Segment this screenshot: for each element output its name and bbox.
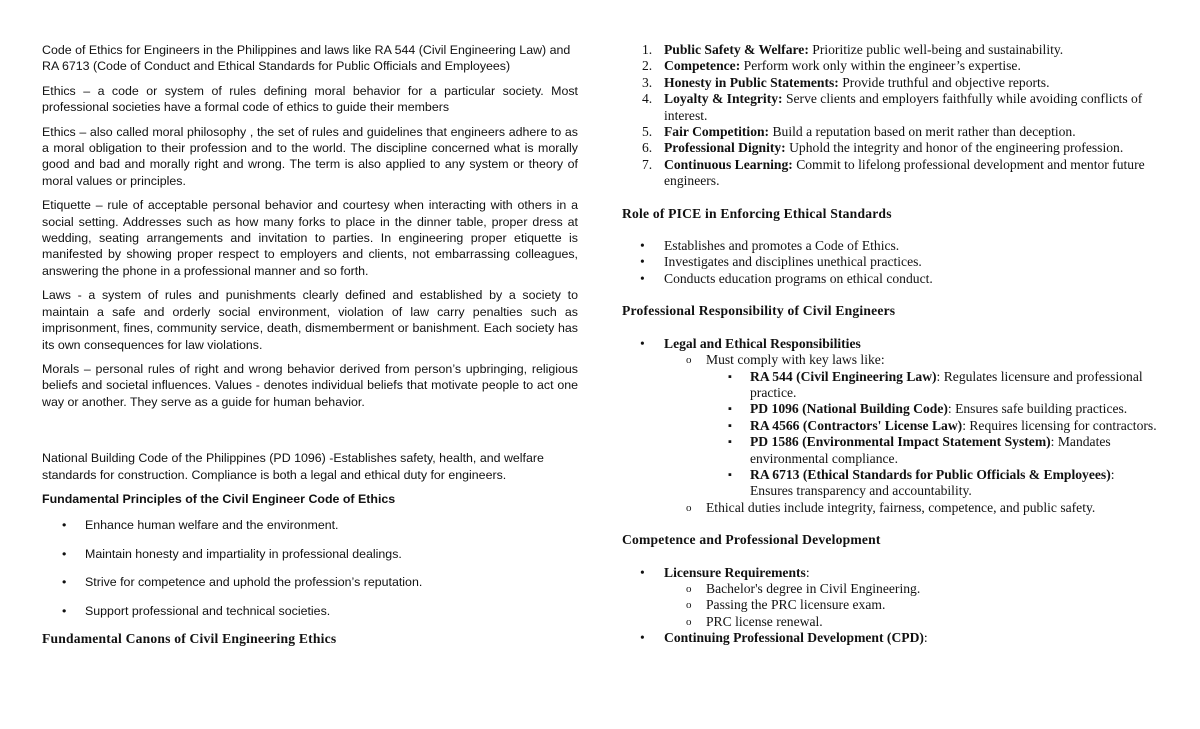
list-item: ▪ RA 544 (Civil Engineering Law): Regulates licensure and professional practice. [706,369,1160,402]
list-item: 6. Professional Dignity: Uphold the integrity and honor of the engineering profession. [642,140,1124,156]
list-item: ▪ RA 6713 (Ethical Standards for Public Officials & Employees): Ensures transparency and accountability. [706,467,1160,500]
left-column [42,42,578,647]
list-item: • Licensure Requirements: o Bachelor's degree in Civil Engineering. o Passing the PRC licensure exam. o PRC license renewal. [620,565,1160,631]
list-item: • Conducts education programs on ethical conduct. [620,271,1160,287]
etiquette-paragraph: Etiquette – rule of acceptable personal behavior and courtesy when interacting with others in a social setting. Addresses such as how many forks to place in the dinner table, proper dress at wedding, seating arrangements and invitation to parties. In engineering proper etiquette is manifested by showing proper respect to employers and clients, not embarrassing colleagues, answering the phone in a professional manner and so forth. [42,198,578,278]
responsibility-heading: Professional Responsibility of Civil Engineers [622,303,896,319]
list-item: o Ethical duties include integrity, fairness, competence, and public safety. [664,500,1160,516]
ethics-definition-paragraph: Ethics – a code or system of rules defining moral behavior for a particular society. Most professional societies have a formal code of ethics to guide their members [42,83,578,115]
canons-heading: Fundamental Canons of Civil Engineering Ethics [42,630,337,646]
morals-paragraph: Morals – personal rules of right and wrong behavior derived from person’s upbringing, religious beliefs and societal influences. Values - denotes individual beliefs that motivate people to act one way or another. They serve as a guide for human behavior. [42,361,578,409]
list-item: • Support professional and technical societies. [42,603,578,619]
list-item: ▪ PD 1096 (National Building Code): Ensures safe building practices. [706,401,1160,417]
list-item: ▪ PD 1586 (Environmental Impact Statement System): Mandates environmental compliance. [706,434,1160,467]
list-item: o Must comply with key laws like: ▪ RA 544 (Civil Engineering Law): Regulates licensure and professional practice. ▪ PD 1096 (National Building Code): Ensures safe building practices. ▪ RA 4566 (Contractors' License Law): Requires licensing for contractors. ▪ PD 1586 (Environmental Impact Statement System): Mandates environmental compliance. ▪ RA 6713 (Ethical Standards for Public Officials & Employees): Ensures transparency and accountability. [664,352,1160,500]
list-item: • Maintain honesty and impartiality in professional dealings. [42,546,578,562]
list-item: 4. Loyalty & Integrity: Serve clients and employers faithfully while avoiding conflicts of interest. [642,91,1143,123]
list-item: o Bachelor's degree in Civil Engineering. [664,581,1160,597]
list-item: • Strive for competence and uphold the profession’s reputation. [42,574,578,590]
list-item: 3. Honesty in Public Statements: Provide truthful and objective reports. [642,74,1050,90]
intro-paragraph: Code of Ethics for Engineers in the Philippines and laws like RA 544 (Civil Engineering Law) and RA 6713 (Code of Conduct and Ethical Standards for Public Officials and Employees) [42,43,571,74]
laws-paragraph: Laws - a system of rules and punishments clearly defined and established by a society to maintain a safe and orderly social environment, violation of law carry penalties such as imprisonment, fines, community service, death, dismemberment or banishment. Each society has its own consequences for law violations. [42,288,578,352]
building-code-paragraph: National Building Code of the Philippines (PD 1096) -Establishes safety, health, and welfare standards for construction. Compliance is both a legal and ethical duty for engineers. [42,451,544,482]
competence-list [620,565,1160,647]
pice-heading: Role of PICE in Enforcing Ethical Standards [622,205,892,221]
canons-list [620,42,1160,190]
list-item: 5. Fair Competition: Build a reputation based on merit rather than deception. [642,124,1076,140]
list-item: 7. Continuous Learning: Commit to lifelong professional development and mentor future engineers. [642,156,1145,189]
list-item: • Enhance human welfare and the environment. [42,517,578,533]
right-column [620,42,1160,647]
responsibility-list [620,336,1160,516]
list-item: ▪ RA 4566 (Contractors' License Law): Requires licensing for contractors. [706,418,1160,434]
principles-list [42,517,578,619]
list-item: • Investigates and disciplines unethical practices. [620,254,1160,270]
competence-heading: Competence and Professional Development [622,532,881,548]
list-item: o PRC license renewal. [664,614,1160,630]
principles-heading: Fundamental Principles of the Civil Engineer Code of Ethics [42,491,396,506]
list-item: • Continuing Professional Development (CPD): [620,630,1160,646]
list-item: • Legal and Ethical Responsibilities o Must comply with key laws like: ▪ RA 544 (Civil Engineering Law): Regulates licensure and professional practice. ▪ PD 1096 (National Building Code): Ensures safe building practices. ▪ RA 4566 (Contractors' License Law): Requires licensing for contractors. ▪ PD 1586 (Environmental Impact Statement System): Mandates environmental compliance. ▪ RA 6713 (Ethical Standards for Public Officials & Employees): Ensures transparency and accountability. o Ethical duties include integrity, fairness, competence, and public safety. [620,336,1160,516]
laws-list [706,369,1160,500]
pice-list [620,238,1160,287]
ethics-moral-philosophy-paragraph: Ethics – also called moral philosophy , the set of rules and guidelines that engineers adhere to as a moral obligation to their profession and to the world. The discipline concerned what is morally good and bad and morally right and wrong. The term is also applied to any system or theory of moral values or principles. [42,124,578,188]
list-item: 2. Competence: Perform work only within the engineer’s expertise. [642,58,1021,74]
list-item: o Passing the PRC licensure exam. [664,597,1160,613]
list-item: • Establishes and promotes a Code of Ethics. [620,238,1160,254]
list-item: 1. Public Safety & Welfare: Prioritize public well-being and sustainability. [642,42,1064,57]
